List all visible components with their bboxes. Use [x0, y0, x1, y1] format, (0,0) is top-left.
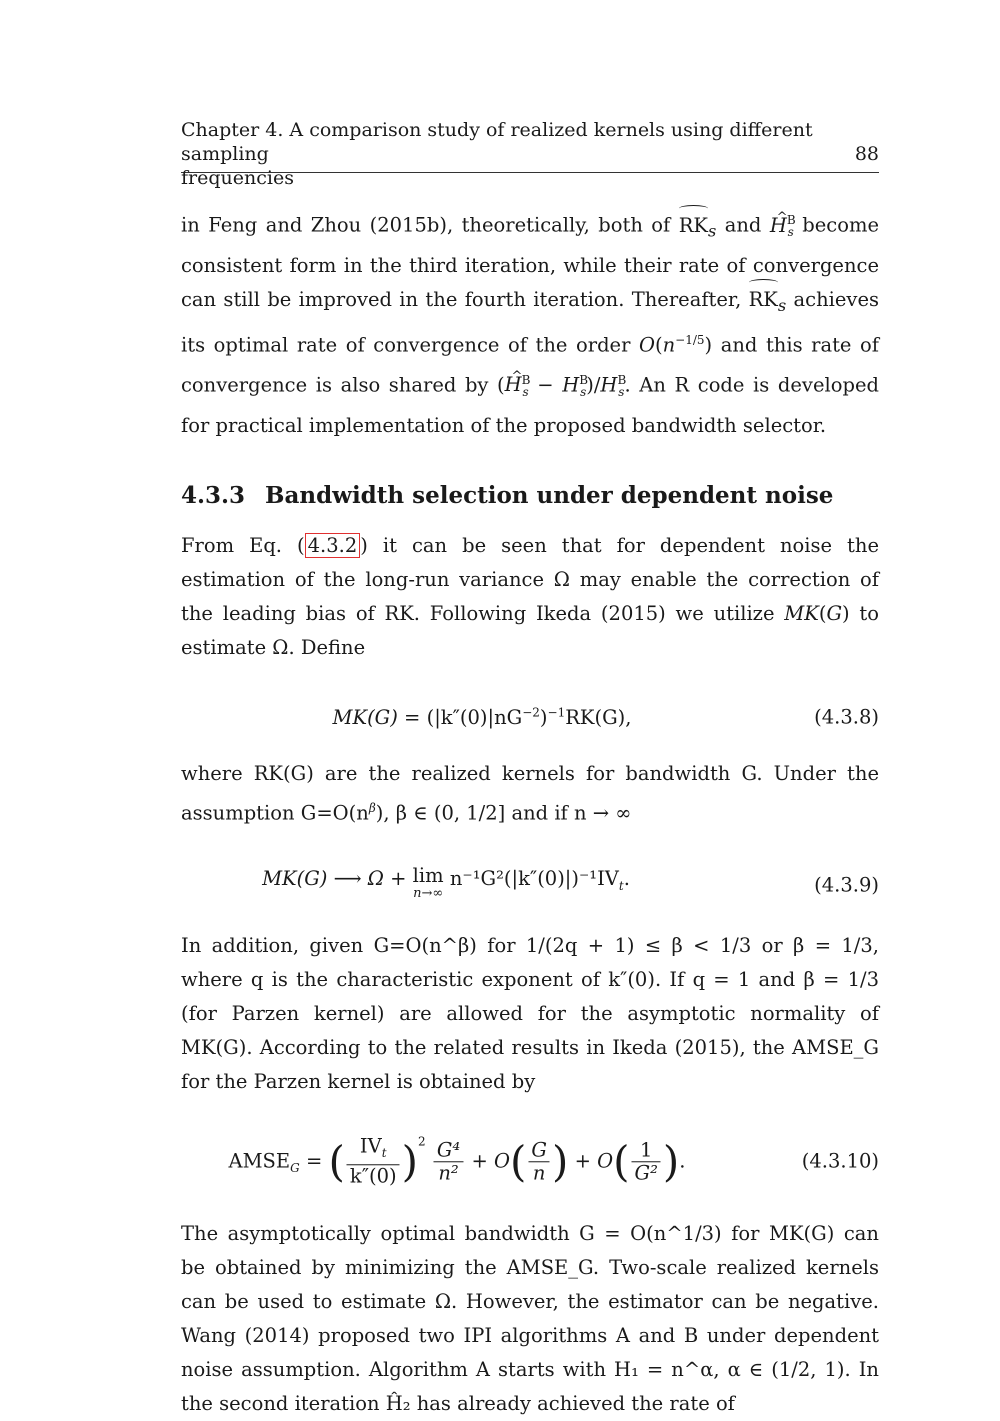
section-title: Bandwidth selection under dependent noise: [265, 482, 834, 510]
paragraph-a: From Eq. ( 4.3.2 ) it can be seen that for dependent noise the estimation of the long-run variance Ω may enable the correction of the leading bias of RK. Following Ikeda (2015) we utilize MK(G) to estimate Ω. Define: [181, 534, 879, 660]
running-header: [181, 118, 879, 189]
equation-number: (4.3.9): [814, 873, 879, 897]
equation-number: (4.3.8): [814, 705, 879, 729]
section-number: 4.3.3: [181, 482, 246, 510]
equation-4-3-10: $AMSE_G$ = ( $\frac{IV_t}{k''(0)}$ )$^2$ $\frac{\text{G⁴}}{\text{n²}}$ + O( $\frac{G}{n}$ ) + O( $\frac{1}{\text{G²}}$ ). (4.3.10): [228, 1133, 879, 1188]
paragraph-c: In addition, given G=O(n^β) for 1/(2q + 1) ≤ β < 1/3 or β = 1/3, where q is the characteristic exponent of k″(0). If q = 1 and β = 1/3 (for Parzen kernel) are allowed for the asymptotic normality of MK(G). According to the related results in Ikeda (2015), the AMSE_G for the Parzen kernel is obtained by: [181, 933, 879, 1093]
paragraph-b: where RK(G) are the realized kernels for bandwidth G. Under the assumption $G=O(n^\beta)$, β ∈ (0, 1/2] and if n → ∞: [181, 762, 879, 825]
equation-number: (4.3.10): [801, 1149, 879, 1173]
page-content: [181, 118, 879, 1421]
equation-4-3-8: $MK(G) = (|k''(0)|nG^{-2})^{-1}RK(G)$, (4.3.8): [332, 705, 879, 729]
equation-reference-link[interactable]: 4.3.2: [305, 533, 361, 558]
chapter-title-line2: frequencies: [181, 167, 294, 189]
paragraph-intro: in Feng and Zhou (2015b), theoretically, both of $RK_s$ and ^ $H^B_s$ become consistent form in the third iteration, while their rate of convergence can still be improved in the fourth iteration. Thereafter, $RK_s$ achieves its optimal rate of convergence of the order $O(n^{-1/5})$ and this rate of convergence is also shared by (^ $H^B_s - H^B_s)/H^B_s$. An R code is developed for practical implementation of the proposed bandwidth selector.: [181, 203, 879, 443]
chapter-title-line1: Chapter 4. A comparison study of realized kernels using different sampling: [181, 119, 813, 165]
section-heading: [181, 481, 879, 511]
paragraph-d: The asymptotically optimal bandwidth G = O(n^1/3) for MK(G) can be obtained by minimizing the AMSE_G. Two-scale realized kernels can be used to estimate Ω. However, the estimator can be negative. Wang (2014) proposed two IPI algorithms A and B under dependent noise assumption. Algorithm A starts with H₁ = n^α, α ∈ (1/2, 1). In the second iteration Ĥ₂ has already achieved the rate of: [181, 1221, 879, 1415]
page-number: 88: [854, 143, 879, 165]
equation-4-3-9: MK(G) ⟶ Ω + lim n→∞ $n^{-1}G^2(|k''(0)|)^{-1}IV_t$. (4.3.9): [262, 863, 879, 901]
